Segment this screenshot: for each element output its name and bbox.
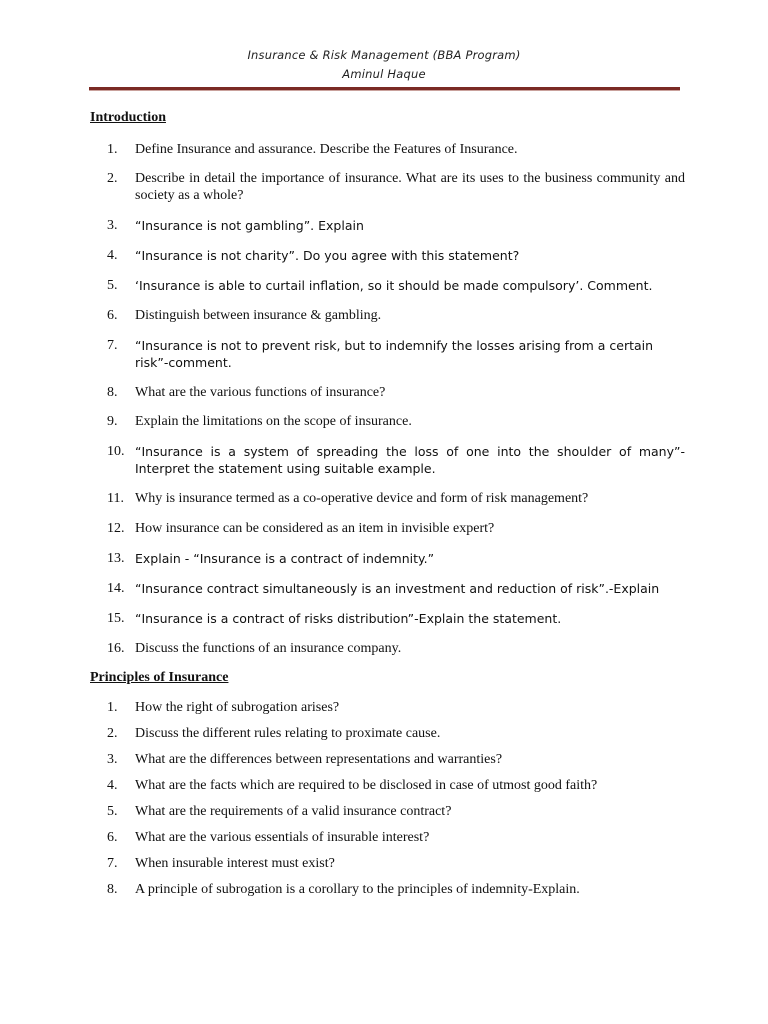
question-number: 10. (107, 444, 125, 459)
question-text: How insurance can be considered as an item in invisible expert? (135, 521, 495, 536)
question-number: 15. (107, 611, 125, 626)
header-divider (89, 87, 680, 91)
question-number: 6. (107, 308, 118, 323)
question-number: 7. (107, 856, 118, 871)
question-number: 1. (107, 142, 118, 157)
question-text: Explain the limitations on the scope of insurance. (135, 414, 412, 429)
author-name: Aminul Haque (342, 67, 426, 81)
question-text: A principle of subrogation is a corollary to the principles of indemnity-Explain. (135, 882, 580, 897)
question-number: 2. (107, 726, 118, 741)
question-number: 16. (107, 641, 125, 656)
question-number: 8. (107, 882, 118, 897)
question-number: 4. (107, 248, 118, 263)
question-text: Discuss the different rules relating to proximate cause. (135, 726, 441, 741)
section-heading-principles: Principles of Insurance (90, 670, 229, 685)
question-number: 9. (107, 414, 118, 429)
question-number: 1. (107, 700, 118, 715)
question-text: “Insurance is not charity”. Do you agree with this statement? (135, 248, 520, 263)
question-text: “Insurance is not to prevent risk, but to indemnify the losses arising from a certain risk”-comment. (135, 338, 654, 370)
question-text: “Insurance is not gambling”. Explain (135, 218, 364, 233)
question-number: 3. (107, 752, 118, 767)
question-text: Describe in detail the importance of insurance. What are its uses to the business community and society as a whole? (135, 171, 685, 203)
question-text: “Insurance is a system of spreading the loss of one into the shoulder of many”- Interpret the statement using suitable example. (135, 444, 685, 476)
question-number: 6. (107, 830, 118, 845)
question-text: Why is insurance termed as a co-operative device and form of risk management? (135, 491, 589, 506)
question-number: 7. (107, 338, 118, 353)
question-number: 2. (107, 171, 118, 186)
question-text: Distinguish between insurance & gambling. (135, 308, 382, 323)
question-text: What are the differences between representations and warranties? (135, 752, 503, 767)
question-text: “Insurance is a contract of risks distribution”-Explain the statement. (135, 611, 562, 626)
question-number: 5. (107, 804, 118, 819)
question-number: 14. (107, 581, 125, 596)
question-text: Explain - “Insurance is a contract of indemnity.” (135, 551, 435, 566)
question-text: When insurable interest must exist? (135, 856, 335, 871)
question-number: 11. (107, 491, 124, 506)
question-text: Discuss the functions of an insurance company. (135, 641, 402, 656)
question-number: 13. (107, 551, 125, 566)
question-text: What are the various essentials of insurable interest? (135, 830, 430, 845)
question-text: What are the facts which are required to be disclosed in case of utmost good faith? (135, 778, 598, 793)
question-number: 3. (107, 218, 118, 233)
question-text: What are the requirements of a valid insurance contract? (135, 804, 452, 819)
question-text: “Insurance contract simultaneously is an investment and reduction of risk”.-Explain (135, 581, 660, 596)
question-number: 8. (107, 385, 118, 400)
section-heading-introduction: Introduction (90, 110, 166, 125)
question-text: Define Insurance and assurance. Describe the Features of Insurance. (135, 142, 518, 157)
question-number: 5. (107, 278, 118, 293)
course-title: Insurance & Risk Management (BBA Program) (247, 48, 521, 62)
question-text: ‘Insurance is able to curtail inflation, so it should be made compulsory’. Comment. (135, 278, 653, 293)
document-header (0, 46, 768, 84)
question-text: What are the various functions of insurance? (135, 385, 386, 400)
question-number: 12. (107, 521, 125, 536)
question-text: How the right of subrogation arises? (135, 700, 340, 715)
question-number: 4. (107, 778, 118, 793)
